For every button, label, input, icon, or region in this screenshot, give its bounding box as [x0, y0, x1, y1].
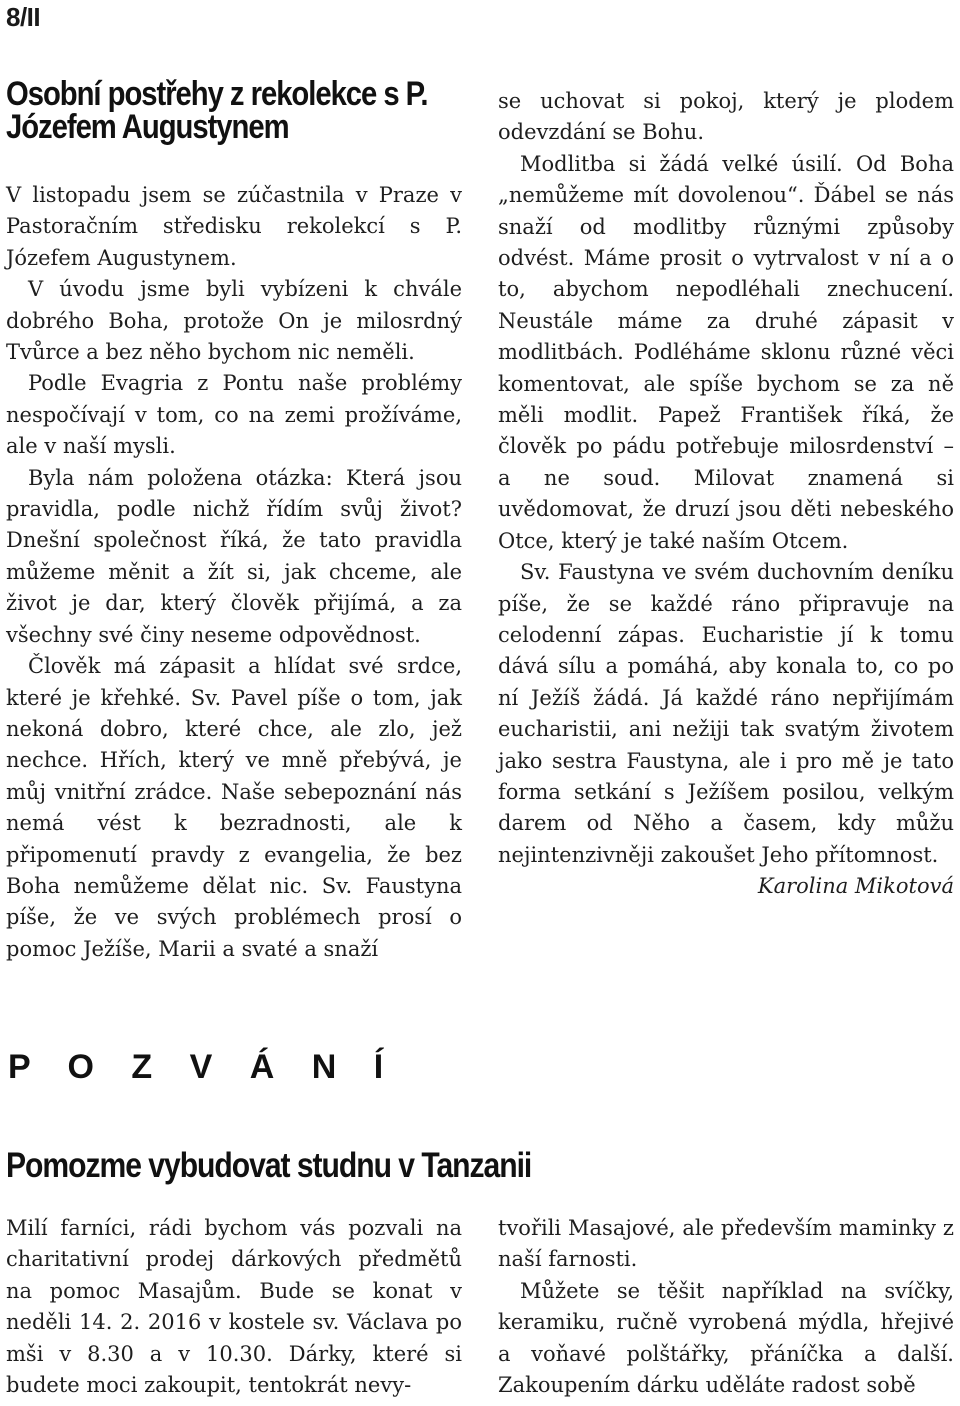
- invitation-column-right: [498, 1213, 954, 1401]
- article-paragraph: Člověk má zápasit a hlídat své srdce, které je křehké. Sv. Pavel píše o tom, jak nekoná dobro, které chce, ale zlo, jež nechce. Hřích, který ve mně přebývá, je můj vnitřní zrádce. Naše sebepoznání nás nemá vést k bezradnosti, ale k připomenutí pravdy z evangelia, že bez Boha nemůžeme dělat nic. Sv. Faustyna píše, že ve svých problémech prosí o pomoc Ježíše, Marii a svaté a snaží: [6, 654, 462, 961]
- section-heading: P O Z V Á N Í: [8, 1048, 398, 1086]
- article-column-right: [498, 86, 954, 903]
- article-paragraph: Sv. Faustyna ve svém duchovním deníku píše, že se každé ráno připravuje na celodenní zápas. Eucharistie jí k tomu dává sílu a pomáhá, aby konala to, co po ní Ježíš žádá. Já každé ráno nepřijímám eucharistii, ani nežiji tak svatým životem jako sestra Faustyna, ale i pro mě je tato forma setkání s Ježíšem posilou, velkým darem od Něho a časem, kdy můžu nejintenzivněji zakoušet Jeho přítomnost.: [498, 560, 954, 867]
- invitation-title: Pomozme vybudovat studnu v Tanzanii: [6, 1146, 532, 1185]
- article-column-left: [6, 180, 462, 965]
- article-paragraph: Podle Evagria z Pontu naše problémy nespočívají v tom, co na zemi prožíváme, ale v naší mysli.: [6, 371, 462, 459]
- article-paragraph: V listopadu jsem se zúčastnila v Praze v Pastoračním středisku rekolekcí s P. Józefem Augustynem.: [6, 183, 462, 270]
- article-paragraph: Byla nám položena otázka: Která jsou pravidla, podle nichž řídím svůj život? Dnešní společnost říká, že tato pravidla můžeme měnit a žít si, jak chceme, ale život je dar, který člověk přijímá, a za všechny své činy neseme odpovědnost.: [6, 465, 462, 647]
- article-paragraph: Modlitba si žádá velké úsilí. Od Boha „nemůžeme mít dovolenou“. Ďábel se nás snaží od modlitby různými způsoby odvést. Máme prosit o vytrvalost v ní a o to, abychom nepodléhali znechucení. Neustále máme za druhé zápasit v modlitbách. Podléháme sklonu různé věci komentovat, ale spíše bychom se za ně měli modlit. Papež František říká, že člověk po pádu potřebuje milosrdenství – a ne soud. Milovat znamená si uvědomovat, že druzí jsou děti nebeského Otce, který je také naším Otcem.: [498, 151, 954, 553]
- invitation-paragraph: tvořili Masajové, ale především maminky z naší farnosti.: [498, 1216, 954, 1272]
- article-signature: Karolina Mikotová: [757, 874, 954, 899]
- article-paragraph: se uchovat si pokoj, který je plodem odevzdání se Bohu.: [498, 89, 954, 145]
- invitation-paragraph: Milí farníci, rádi bychom vás pozvali na charitativní prodej dárkových předmětů na pomoc Masajům. Bude se konat v neděli 14. 2. 2016 v kostele sv. Václava po mši v 8.30 a v 10.30. Dárky, které si budete moci zakoupit, tentokrát nevy-: [6, 1216, 462, 1398]
- page-number: 8/II: [6, 2, 41, 32]
- article-title: Osobní postřehy z rekolekce s P. Józefem Augustynem: [6, 75, 428, 146]
- invitation-paragraph: Můžete se těšit například na svíčky, keramiku, ručně vyrobená mýdla, hřejivé a voňavé polštářky, přáníčka a další. Zakoupením dárku uděláte radost sobě: [498, 1278, 954, 1398]
- invitation-column-left: [6, 1213, 462, 1401]
- article-paragraph: V úvodu jsme byli vybízeni k chvále dobrého Boha, protože On je milosrdný Tvůrce a bez něho bychom nic neměli.: [6, 277, 462, 365]
